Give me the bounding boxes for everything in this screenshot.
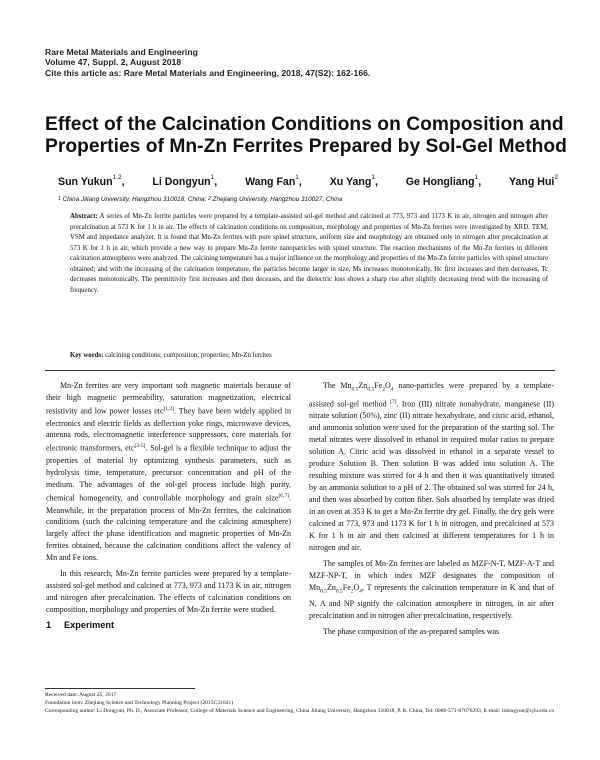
left-column [46,380,291,632]
corresponding-author: Corresponding author: Li Dongyun, Ph. D., Associate Professor, College of Materials Science and Engineering, China Jiliang University, Hangzhou 310018, P. R. China, Tel: 0086-571-87676293, E-mail: lidongyun@cjlu.edu.cn [45,707,555,714]
paper-title [45,114,565,158]
footnote-divider [45,688,195,689]
affiliations: $^1$ China Jiliang University, Hangzhou 310018, China; $^2$ Zhejiang University, Hangzhou 310027, China [58,196,343,203]
journal-volume: Volume 47, Suppl. 2, August 2018 [45,57,182,68]
experiment-paragraph-3: The phase composition of the as-prepared samples was [323,626,500,636]
journal-name: Rare Metal Materials and Engineering [45,47,198,57]
section-heading: 1 Experiment [46,620,115,631]
abstract-text: A series of Mn-Zn ferrite particles were prepared by a template-assisted sol-gel method and calcined at 773, 973 and 1173 K in air, nitrogen and nitrogen after precalcination at 573 K for 1 h in air. The effects of calcination conditions on composition, morphology and properties of Mn-Zn ferrites were investigated by XRD, TEM, VSM and impedance analyzer. It is found that Mn-Zn ferrites with pure spinel structure, uniform size and morphology are obtained only in nitrogen after precalcination at 573 K for 1 h in air, which provide a new way to prepare Mn-Zn ferrite nanoparticles with spinel structure. The reaction mechanisms of the Mn-Zn ferrites in different calcination atmospheres were analyzed. The calcining temperature has a major influence on the morphology and properties of the Mn-Zn ferrite particles with spinel structure obtained; and with the increasing of the calcination temperature, the particles become larger in size, Ms increases monotonically, Hc first increases and then decreases, Tc decreases monotonically. The permittivity first increases and then deceases, and the dielectric loss shows a sharp rise after slightly decreasing trend with the increasing of frequency. [70,213,548,294]
foundation-item: Foundation item: Zhejiang Science and Technology Planning Project (2015C31041) [45,699,234,706]
experiment-paragraph-1: The $Mn_{0.5}Zn_{0.5}Fe_2O_4$ nano-particles were prepared by a template-assisted sol-gel method [7]. Iron (III) nitrate nonahydrate, manganese (II) nitrate solution (50%), zinc (II) nitrate hexahydrate, and citric acid, ethanol, and ammonia solution were used for the preparation of the starting sol. The metal nitrates were dissolved in ethanol in required molar ratios to prepare solution A. Citric acid was dissolved in ethanol in a separate vessel to produce Solution B. Then solution B was added into solution A. The resulting mixture was stirred for 4 h and then it was quantitatively titrated by an ammonia solution to a pH of 2. The obtained sol was stirred for 24 h, and then was absorbed by cotton fiber. Sols absorbed by template was dried in an oven at 353 K to get a Mn-Zn ferrite dry gel. Finally, the dry gels were calcined at 773, 973 and 1173 K for 1 h in nitrogen, and precalcined at 573 K for 1 h in air and then calcined at different temperatures for 1 h in nitrogen and air. [309,381,554,552]
keywords-label: Key words: [70,352,104,359]
author: Wang Fan$^1$, [245,174,302,188]
title-line-2: Properties of Mn-Zn Ferrites Prepared by Sol-Gel Method [45,136,567,157]
footnotes [45,692,560,716]
received-date: Received date: August 25, 2017 [45,692,117,698]
abstract-label: Abstract: [70,213,98,220]
journal-header [45,47,565,78]
author: Ge Hongliang$^1$, [405,174,482,188]
author: Li Dongyun$^1$, [152,174,218,188]
keywords [70,352,548,359]
abstract [70,212,548,296]
intro-paragraph-2: In this research, Mn-Zn ferrite particles were prepared by a template-assisted sol-gel method and calcined at 773, 973 and 1173 K in air, nitrogen and nitrogen after precalcination. The effects of calcination conditions on composition, morphology and properties of Mn-Zn ferrite were studied. [46,569,291,615]
divider [45,370,555,371]
author-list [58,176,558,188]
author: Yang Hui$^2$ [509,174,558,188]
right-column [309,380,554,642]
author: Xu Yang$^1$, [329,174,378,188]
experiment-paragraph-2: The samples of Mn-Zn ferrites are labeled as MZF-N-T, MZF-A-T and MZF-NP-T, in which index MZF designates the composition of $Mn_{0.5}Zn_{0.5}Fe_2O_4$, T represents the calcination temperature in K and that of N, A and NP signify the calcination atmosphere in nitrogen, in air after precalcination and in nitrogen after precalcination, respectively. [309,558,554,620]
title-line-1: Effect of the Calcination Conditions on Composition and [45,114,564,135]
citation-line: Cite this article as: Rare Metal Materials and Engineering, 2018, 47(S2): 162-166. [45,67,371,78]
intro-paragraph-1: Mn-Zn ferrites are very important soft magnetic materials because of their high magnetic permeability, saturation magnetization, electrical resistivity and low power losses etc[1,2]. They have been widely applied in electronics and electric fields as deflection yoke rings, microwave devices, antenna rods, electromagnetic interference suppressors, core materials for electronic transformers, etc[3-5]. Sol-gel is a flexible technique to adjust the properties of material by optimizing synthesis parameters, such as hydrolysis time, temperature, precursor concentration and pH of the medium. The advantages of the sol-gel process include high purity, chemical homogeneity, and controllable morphology and grain size[6,7]. Meanwhile, in the preparation process of Mn-Zn ferrites, the calcination conditions (such the calcining temperature and the calcining atmosphere) largely affect the phase identification and magnetic properties of Mn-Zn ferrites obtained, because the calcination conditions affect the valency of Mn and Fe ions. [46,381,291,563]
keywords-text: calcining conditions; composition; properties; Mn-Zn ferrites [105,352,272,359]
author: Sun Yukun$^{1,2}$, [58,174,125,188]
